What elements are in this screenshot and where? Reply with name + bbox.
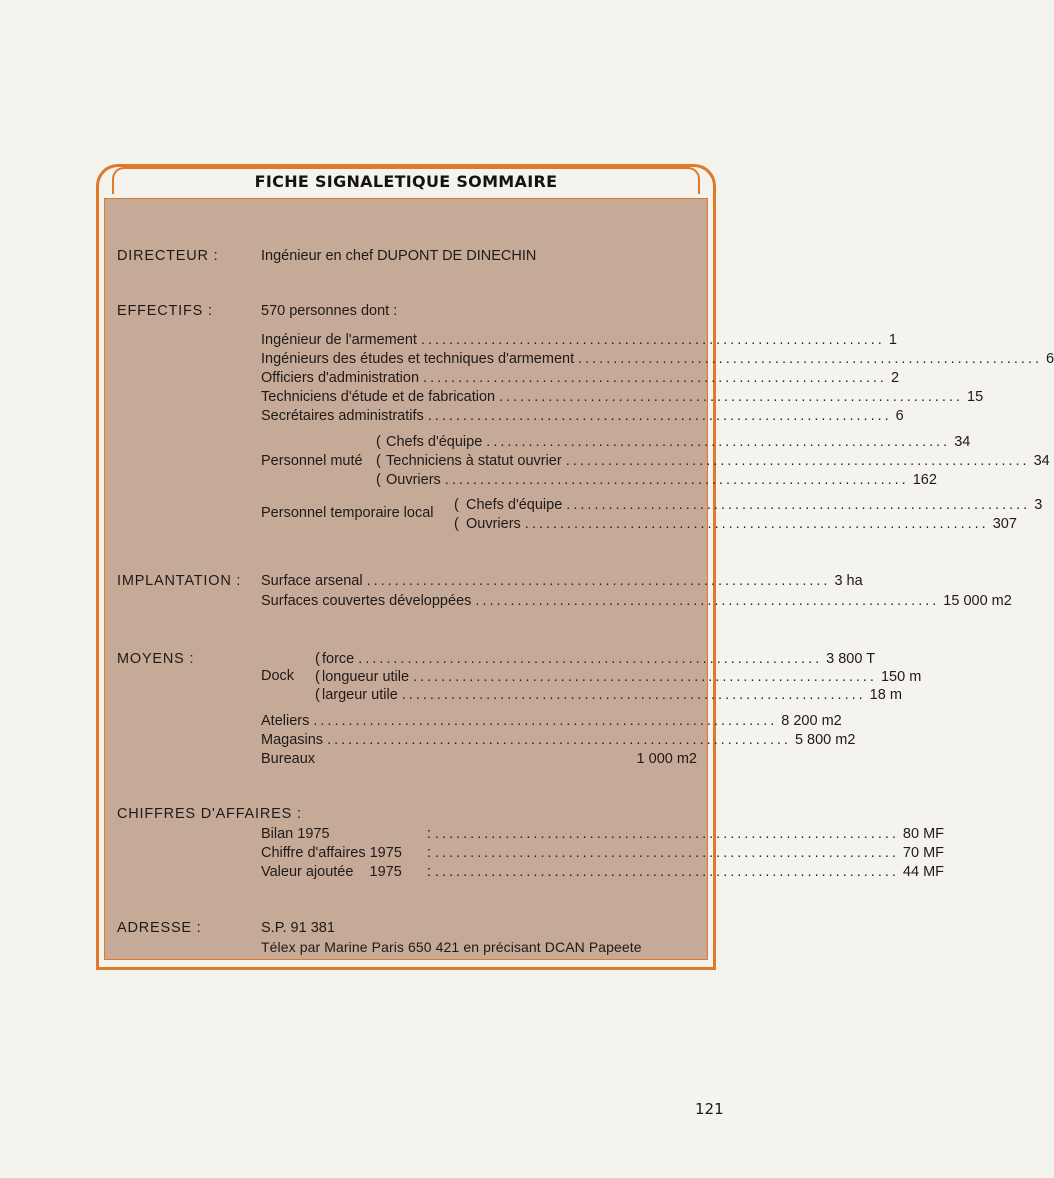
leader-dots: .................................................................. (413, 669, 877, 685)
leader-dots: .................................................................. (486, 434, 951, 450)
list-item (261, 331, 897, 349)
paren-glyph: ( (315, 651, 320, 667)
leader-dots: .................................................................. (358, 651, 823, 667)
list-item (466, 515, 1017, 533)
row-label: force (322, 651, 355, 667)
row-value: 70 MF (902, 845, 945, 861)
personnel-mute-label: Personnel muté (261, 453, 363, 469)
list-item (322, 668, 922, 686)
leader-dots: .................................................................. (327, 732, 791, 748)
list-item (386, 433, 971, 451)
list-item (322, 650, 876, 668)
row-label: Ouvriers (386, 472, 441, 488)
row-value: 6 (1046, 351, 1054, 367)
list-item (261, 407, 904, 425)
list-item (261, 712, 842, 730)
row-value: 18 m (869, 687, 902, 703)
section-label-chiffres: CHIFFRES D'AFFAIRES : (117, 806, 302, 822)
leader-dots: .................................................................. (524, 516, 989, 532)
directeur-value: Ingénieur en chef DUPONT DE DINECHIN (261, 248, 537, 264)
leader-dots: .................................................................. (475, 593, 940, 609)
leader-dots: .................................................................. (313, 713, 778, 729)
paren-glyph: ( (454, 497, 459, 513)
leader-dots: .................................................................. (578, 351, 1042, 367)
personnel-temporaire-label: Personnel temporaire local (261, 505, 434, 521)
leader-dots: .................................................................. (423, 370, 887, 386)
row-value: 80 MF (902, 826, 945, 842)
section-label-effectifs: EFFECTIFS : (117, 303, 213, 319)
paren-glyph: ( (315, 687, 320, 703)
paren-glyph: ( (376, 472, 381, 488)
row-label: Chefs d'équipe (466, 497, 563, 513)
list-item (427, 863, 945, 881)
leader-dots: .................................................................. (499, 389, 964, 405)
section-label-adresse: ADRESSE : (117, 920, 202, 936)
leader-dots: .................................................................. (420, 332, 885, 348)
leader-dots: .................................................................. (565, 453, 1030, 469)
row-label: Ateliers (261, 713, 310, 729)
row-value: 15 (967, 389, 984, 405)
row-value: 15 000 m2 (943, 593, 1012, 609)
colon-glyph: : (427, 826, 432, 842)
row-value: 307 (992, 516, 1017, 532)
list-item (261, 369, 900, 387)
row-label: Secrétaires administratifs (261, 408, 424, 424)
row-label: Surface arsenal (261, 573, 363, 589)
colon-glyph: : (427, 864, 432, 880)
list-item (427, 825, 945, 843)
row-value: 3 ha (834, 573, 863, 589)
row-value: 3 800 T (826, 651, 876, 667)
row-value: 3 (1034, 497, 1043, 513)
leader-dots: .................................................................. (427, 408, 892, 424)
row-value: 6 (895, 408, 904, 424)
leader-dots: .................................................................. (444, 472, 909, 488)
chiffres-label: Chiffre d'affaires 1975 (261, 845, 402, 861)
list-item (386, 471, 937, 489)
list-item (261, 388, 984, 406)
row-label: Ingénieurs des études et techniques d'armement (261, 351, 575, 367)
row-label: Chefs d'équipe (386, 434, 483, 450)
list-item (261, 350, 1054, 368)
row-value: 34 (954, 434, 971, 450)
page-title: FICHE SIGNALETIQUE SOMMAIRE (254, 172, 558, 191)
row-value: 1 000 m2 (636, 751, 697, 767)
section-label-implantation: IMPLANTATION : (117, 573, 242, 589)
list-item (322, 686, 902, 704)
adresse-line: S.P. 91 381 (261, 920, 335, 936)
effectifs-total: 570 personnes dont : (261, 303, 398, 319)
paren-glyph: ( (454, 516, 459, 532)
leader-dots: .................................................................. (435, 864, 899, 880)
dock-label: Dock (261, 668, 295, 684)
row-label: largeur utile (322, 687, 398, 703)
section-label-directeur: DIRECTEUR : (117, 248, 219, 264)
list-item (466, 496, 1043, 514)
list-item (386, 452, 1050, 470)
row-value: 8 200 m2 (781, 713, 842, 729)
row-value: 34 (1033, 453, 1050, 469)
row-value: 44 MF (902, 864, 945, 880)
row-value: 162 (912, 472, 937, 488)
page-number: 121 (695, 1100, 724, 1118)
paren-glyph: ( (315, 669, 320, 685)
row-value: 1 (888, 332, 897, 348)
list-item (261, 731, 856, 749)
row-label: Ouvriers (466, 516, 521, 532)
adresse-line: Télex par Marine Paris 650 421 en précisant DCAN Papeete (261, 939, 642, 955)
leader-dots: .................................................................. (435, 845, 899, 861)
row-label: Techniciens d'étude et de fabrication (261, 389, 496, 405)
colon-glyph: : (427, 845, 432, 861)
leader-dots: .................................................................. (566, 497, 1031, 513)
section-label-moyens: MOYENS : (117, 651, 195, 667)
paren-glyph: ( (376, 453, 381, 469)
leader-dots: .................................................................. (366, 573, 831, 589)
row-label: longueur utile (322, 669, 410, 685)
chiffres-label: Bilan 1975 (261, 826, 330, 842)
row-label: Techniciens à statut ouvrier (386, 453, 562, 469)
paren-glyph: ( (376, 434, 381, 450)
chiffres-label: Valeur ajoutée 1975 (261, 864, 402, 880)
leader-dots: .................................................................. (435, 826, 899, 842)
list-item (261, 572, 863, 590)
row-label: Bureaux (261, 751, 316, 767)
list-item (261, 592, 1012, 610)
list-item (427, 844, 945, 862)
row-value: 150 m (880, 669, 922, 685)
row-label: Ingénieur de l'armement (261, 332, 417, 348)
row-label: Surfaces couvertes développées (261, 593, 472, 609)
leader-dots: .................................................................. (401, 687, 866, 703)
row-value: 2 (890, 370, 900, 386)
row-value: 5 800 m2 (794, 732, 856, 748)
list-item (261, 750, 697, 768)
row-label: Officiers d'administration (261, 370, 420, 386)
row-label: Magasins (261, 732, 324, 748)
